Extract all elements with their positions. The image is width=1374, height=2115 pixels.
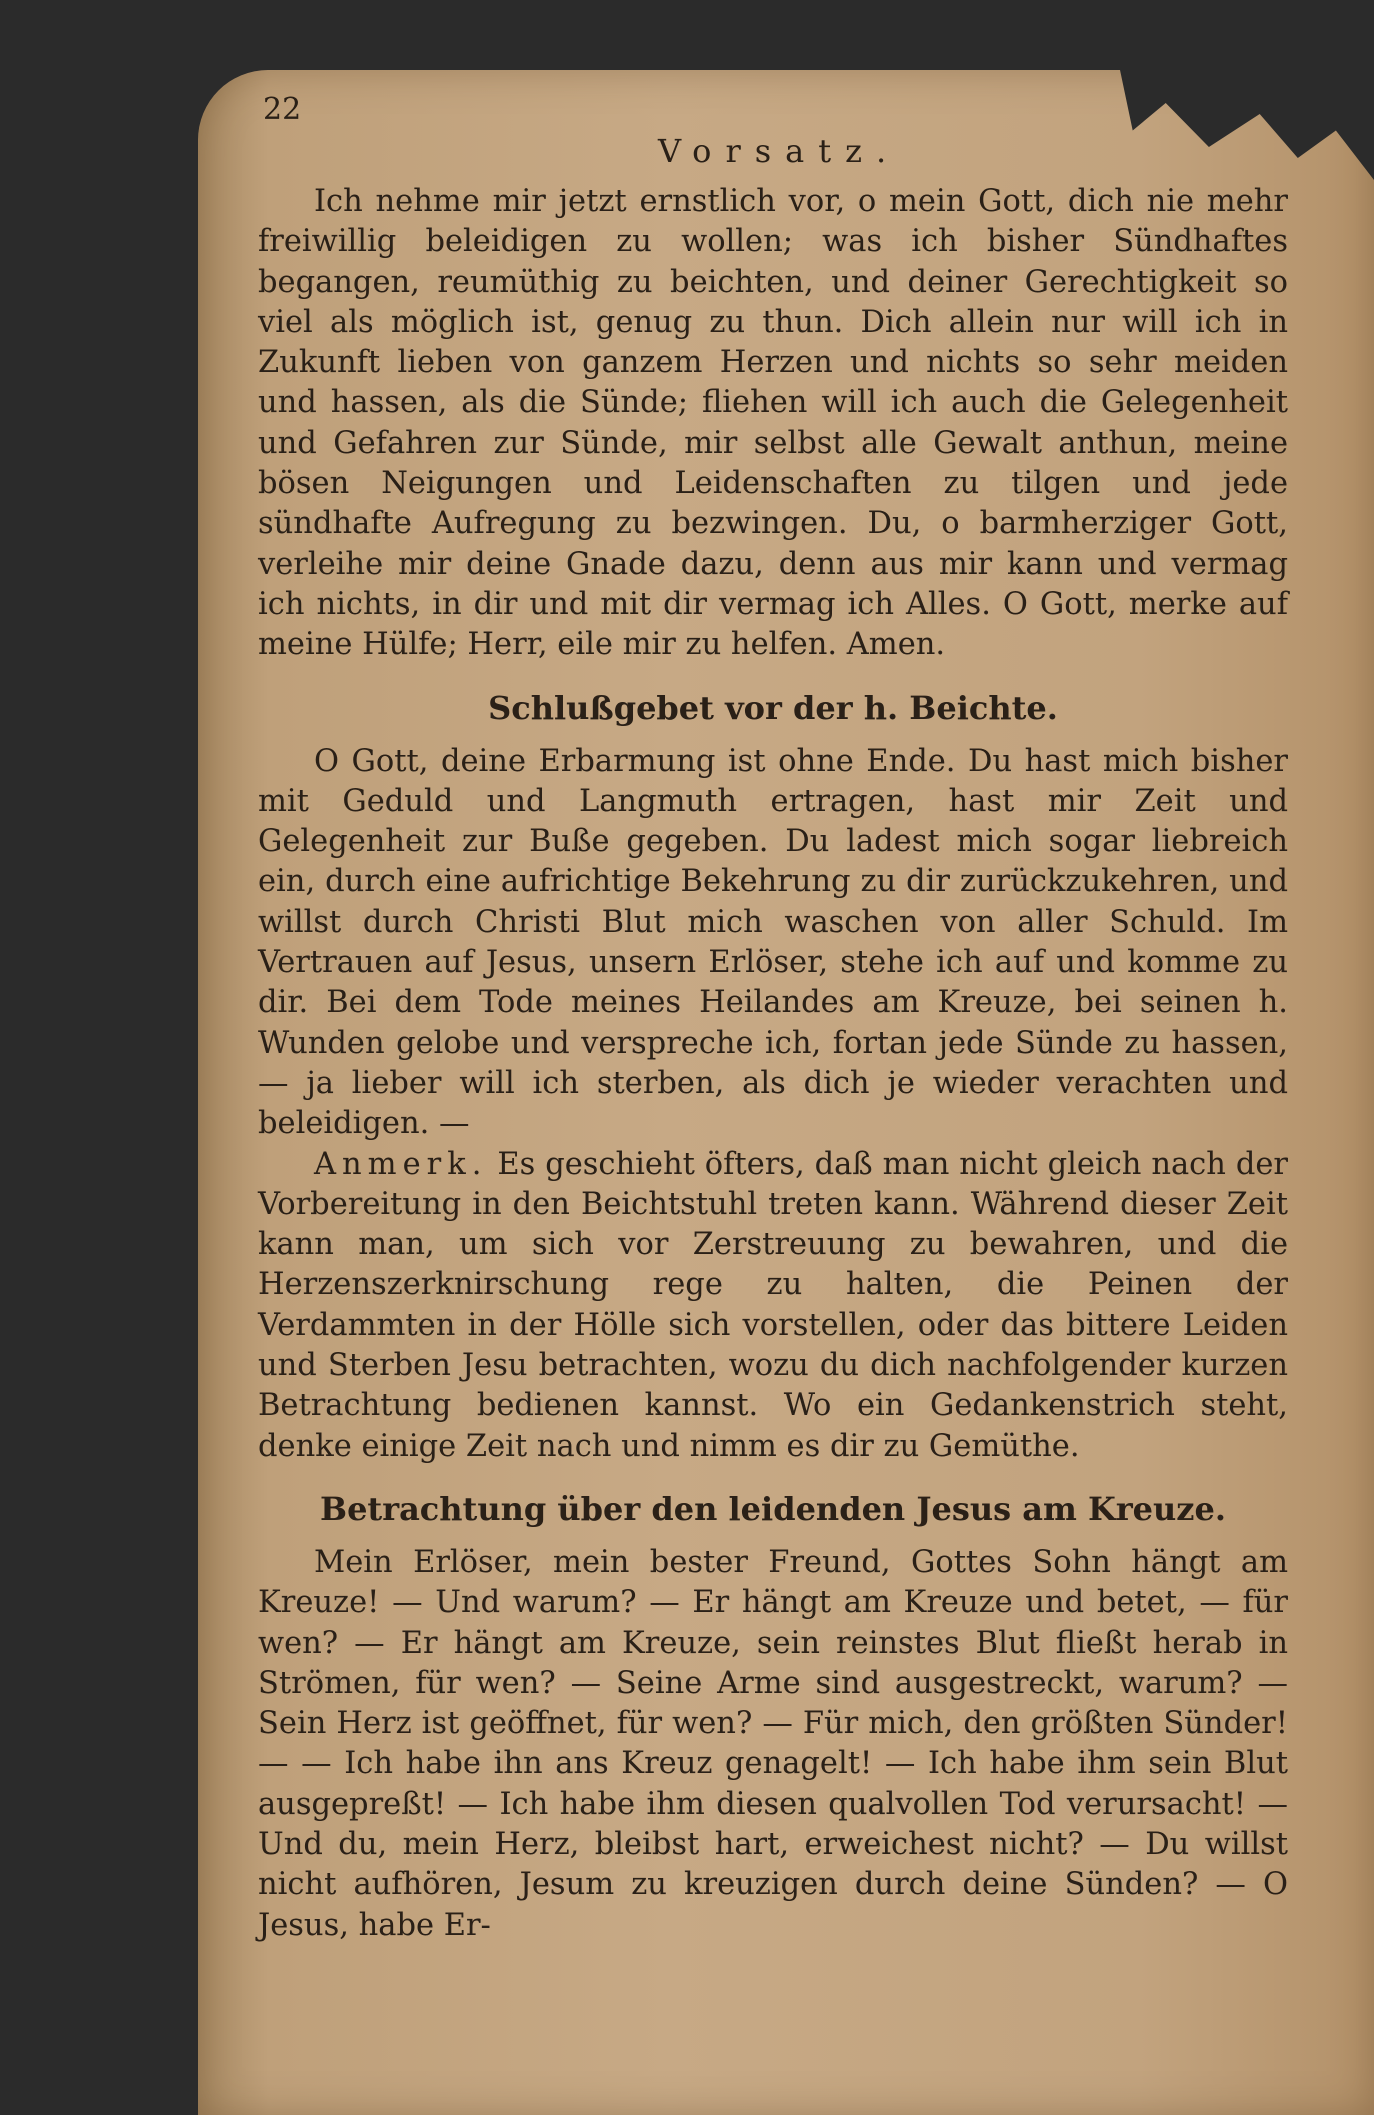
heading-meditation: Betrachtung über den leidenden Jesus am Kreuze. — [320, 1489, 1226, 1528]
note-text: Es geschieht öfters, daß man nicht gleich nach der Vorbereitung in den Beichtstuhl treten kann. Während dieser Zeit kann man, um sich vor Zerstreuung zu bewahren, und die Herzenszerknirschung rege zu halten, die Peinen der Verdammten in der Hölle sich vorstellen, oder das bittere Leiden und Sterben Jesu betrachten, wozu du dich nachfolgender kurzen Betrachtung bedienen kannst. Wo ein Gedankenstrich steht, denke einige Zeit nach und nimm es dir zu Gemüthe. — [258, 1146, 1288, 1464]
heading-closing-prayer: Schlußgebet vor der h. Beichte. — [488, 688, 1058, 727]
page-header — [258, 92, 1288, 182]
resolution-paragraph: Ich nehme mir jetzt ernstlich vor, o mein Gott, dich nie mehr freiwillig beleidigen zu wollen; was ich bisher Sündhaftes begangen, reumüthig zu beichten, und deiner Gerechtigkeit so viel als möglich ist, genug zu thun. Dich allein nur will ich in Zukunft lieben von ganzem Herzen und nichts so sehr meiden und hassen, als die Sünde; fliehen will ich auch die Gelegenheit und Gefahren zur Sünde, mir selbst alle Gewalt anthun, meine bösen Neigungen und Leidenschaften zu tilgen und jede sündhafte Aufregung zu bezwingen. Du, o barmherziger Gott, verleihe mir deine Gnade dazu, denn aus mir kann und vermag ich nichts, in dir und mit dir vermag ich Alles. O Gott, merke auf meine Hülfe; Herr, eile mir zu helfen. Amen. — [258, 184, 1288, 663]
running-title: Vorsatz. — [658, 132, 901, 170]
page-text — [258, 92, 1288, 1946]
page-number: 22 — [263, 92, 302, 127]
note-label: Anmerk. — [314, 1146, 488, 1182]
closing-prayer-paragraph: O Gott, deine Erbarmung ist ohne Ende. Du hast mich bisher mit Geduld und Langmuth ertragen, hast mir Zeit und Gelegenheit zur Buße gegeben. Du ladest mich sogar liebreich ein, durch eine aufrichtige Bekehrung zu dir zurückzukehren, und willst durch Christi Blut mich waschen von aller Schuld. Im Vertrauen auf Jesus, unsern Erlöser, stehe ich auf und komme zu dir. Bei dem Tode meines Heilandes am Kreuze, bei seinen h. Wunden gelobe und verspreche ich, fortan jede Sünde zu hassen, — ja lieber will ich sterben, als dich je wieder verachten und beleidigen. — — [258, 743, 1288, 1142]
note-paragraph — [258, 1145, 1288, 1467]
meditation-paragraph: Mein Erlöser, mein bester Freund, Gottes Sohn hängt am Kreuze! — Und warum? — Er hängt am Kreuze und betet, — für wen? — Er hängt am Kreuze, sein reinstes Blut fließt herab in Strömen, für wen? — Seine Arme sind ausgestreckt, warum? — Sein Herz ist geöffnet, für wen? — Für mich, den größten Sünder! — — Ich habe ihn ans Kreuz genagelt! — Ich habe ihm sein Blut ausgepreßt! — Ich habe ihm diesen qualvollen Tod verursacht! — Und du, mein Herz, bleibst hart, erweichest nicht? — Du willst nicht aufhören, Jesum zu kreuzigen durch deine Sünden? — O Jesus, habe Er- — [258, 1544, 1288, 1943]
